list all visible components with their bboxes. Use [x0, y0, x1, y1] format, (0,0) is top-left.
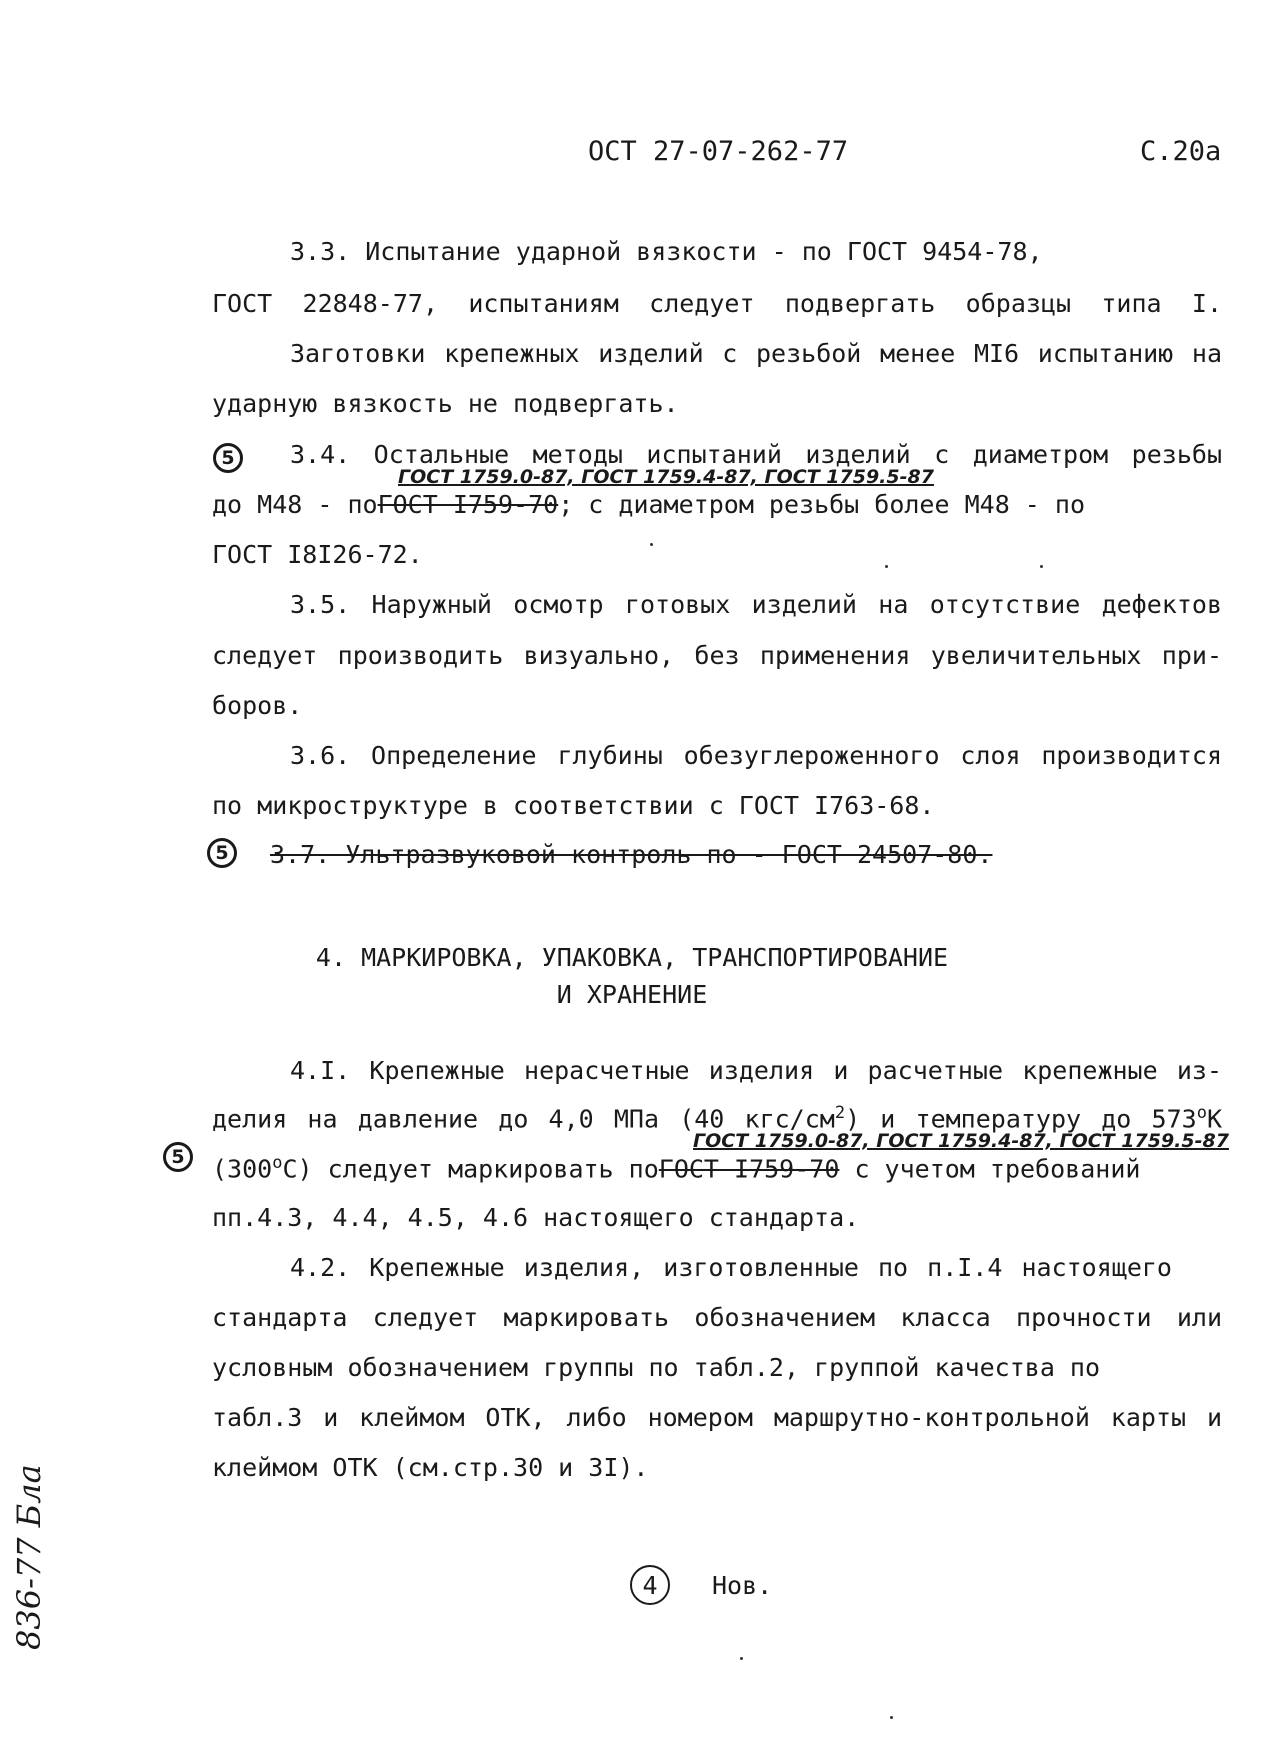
p4-1-line-2: делия на давление до 4,0 МПа (40 кгс/$см^2$) и температуру до $573^оК$: [212, 1103, 1222, 1134]
section-title-line-2: И ХРАНЕНИЕ: [556, 980, 708, 1009]
p4-2-line-4: табл.3 и клеймом ОТК, либо номером маршрутно-контрольной карты и: [212, 1403, 1222, 1432]
handwritten-correction: ГОСТ 1759.0-87, ГОСТ 1759.4-87, ГОСТ 1759.5-87: [398, 466, 934, 488]
struck-paragraph-3-7: 3.7. Ультразвуковой контроль по - ГОСТ 24507-80.: [270, 840, 993, 869]
scan-speck: [890, 1716, 893, 1719]
p4-1-line-3: $(300^оС)$ следует маркировать поГОСТ I759-70 с учетом требований: [212, 1153, 1141, 1184]
p4-1-line-1: 4.I. Крепежные нерасчетные изделия и расчетные крепежные из-: [290, 1056, 1222, 1085]
struck-reference: ГОСТ I759-70: [377, 490, 559, 519]
p3-5-line-3: боров.: [212, 691, 303, 720]
p3-5-line-1: 3.5. Наружный осмотр готовых изделий на отсутствие дефектов: [290, 590, 1222, 619]
revision-number-mark: 4: [630, 1565, 670, 1605]
p3-6-line-1: 3.6. Определение глубины обезуглероженного слоя производится: [290, 741, 1222, 770]
p3-6-line-2: по микроструктуре в соответствии с ГОСТ I763-68.: [212, 791, 935, 820]
revision-mark-5: 5: [163, 1142, 193, 1172]
p3-5-line-2: следует производить визуально, без применения увеличительных при-: [212, 641, 1222, 670]
p3-4-line-3: ГОСТ I8I26-72.: [212, 540, 423, 569]
scan-speck: [650, 543, 653, 546]
page-number: С.20а: [1140, 136, 1222, 167]
p4-2-line-2: стандарта следует маркировать обозначением класса прочности или: [212, 1303, 1222, 1332]
revision-mark-5: 5: [213, 443, 243, 473]
scan-speck: [885, 565, 888, 568]
p3-3-line-4: ударную вязкость не подвергать.: [212, 389, 679, 418]
document-code: ОСТ 27-07-262-77: [588, 136, 849, 167]
handwritten-correction: ГОСТ 1759.0-87, ГОСТ 1759.4-87, ГОСТ 1759.5-87: [693, 1130, 1229, 1152]
p3-3-line-3: Заготовки крепежных изделий с резьбой менее МI6 испытанию на: [290, 339, 1222, 368]
p3-3-line-2: ГОСТ 22848-77, испытаниям следует подвергать образцы типа I.: [212, 289, 1222, 318]
revision-mark-5: 5: [207, 838, 237, 868]
struck-reference: ГОСТ I759-70: [658, 1154, 840, 1184]
footer-note: Нов.: [712, 1571, 773, 1600]
p4-2-line-3: условным обозначением группы по табл.2, группой качества по: [212, 1353, 1101, 1382]
scan-speck: [740, 1657, 743, 1660]
handwritten-signature: 836-77 Бла: [10, 1464, 48, 1650]
p4-2-line-5: клеймом ОТК (см.стр.30 и 3I).: [212, 1453, 649, 1482]
p3-4-line-1: 3.4. Остальные методы испытаний изделий с диаметром резьбы: [290, 440, 1222, 469]
p4-2-line-1: 4.2. Крепежные изделия, изготовленные по п.I.4 настоящего: [290, 1253, 1172, 1282]
section-title: 4. МАРКИРОВКА, УПАКОВКА, ТРАНСПОРТИРОВАНИЕ: [315, 943, 949, 972]
p3-4-line-2: до М48 - поГОСТ I759-70; с диаметром резьбы более М48 - по: [212, 490, 1085, 519]
p3-3-line-1: 3.3. Испытание ударной вязкости - по ГОСТ 9454-78,: [290, 237, 1043, 266]
p4-1-line-4: пп.4.3, 4.4, 4.5, 4.6 настоящего стандарта.: [212, 1203, 860, 1232]
scan-speck: [1040, 565, 1043, 568]
